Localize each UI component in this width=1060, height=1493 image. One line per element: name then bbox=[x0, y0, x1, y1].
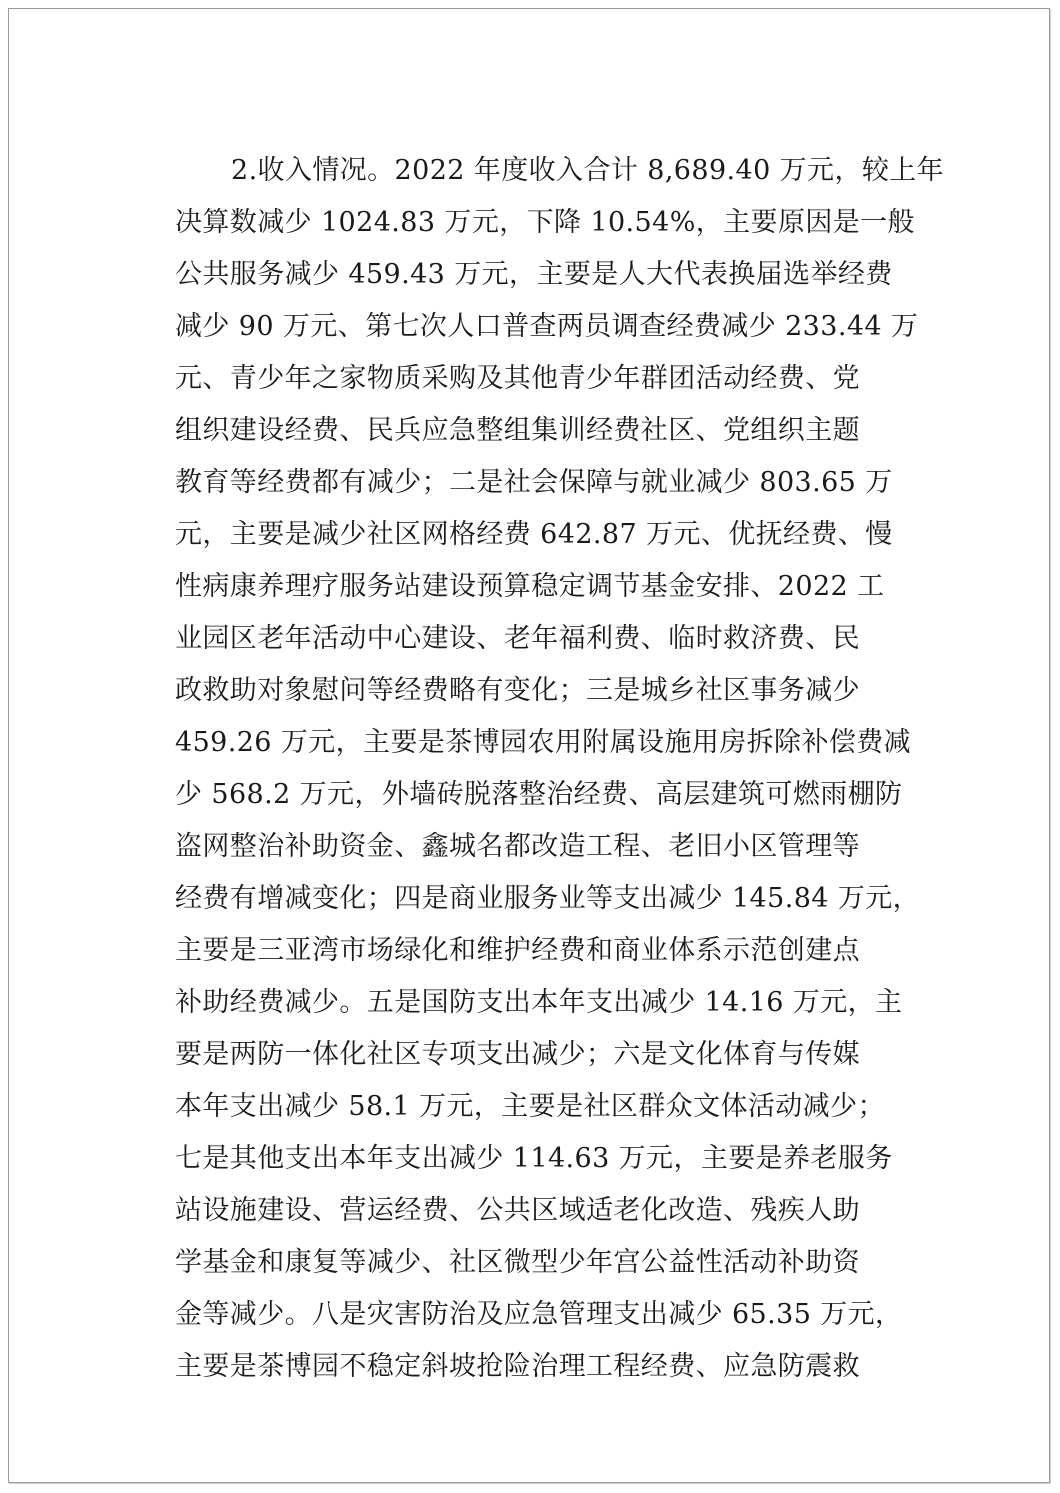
text-line: 站设施建设、营运经费、公共区域适老化改造、残疾人助 bbox=[175, 1195, 860, 1226]
document-page bbox=[8, 8, 1050, 1483]
text-line: 组织建设经费、民兵应急整组集训经费社区、党组织主题 bbox=[175, 415, 860, 446]
text-line: 要是两防一体化社区专项支出减少；六是文化体育与传媒 bbox=[175, 1039, 860, 1070]
text-line: 公共服务减少 459.43 万元，主要是人大代表换届选举经费 bbox=[175, 259, 893, 290]
text-line: 减少 90 万元、第七次人口普查两员调查经费减少 233.44 万 bbox=[175, 311, 919, 342]
text-line: 性病康养理疗服务站建设预算稳定调节基金安排、2022 工 bbox=[175, 571, 885, 602]
text-line: 元、青少年之家物质采购及其他青少年群团活动经费、党 bbox=[175, 363, 860, 394]
text-line: 学基金和康复等减少、社区微型少年宫公益性活动补助资 bbox=[175, 1247, 860, 1278]
text-line: 盗网整治补助资金、鑫城名都改造工程、老旧小区管理等 bbox=[175, 831, 860, 862]
text-line: 业园区老年活动中心建设、老年福利费、临时救济费、民 bbox=[175, 623, 860, 654]
text-line: 少 568.2 万元，外墙砖脱落整治经费、高层建筑可燃雨棚防 bbox=[175, 779, 903, 810]
text-line: 元，主要是减少社区网格经费 642.87 万元、优抚经费、慢 bbox=[175, 519, 893, 550]
text-line: 金等减少。八是灾害防治及应急管理支出减少 65.35 万元， bbox=[175, 1299, 903, 1330]
text-line: 主要是三亚湾市场绿化和维护经费和商业体系示范创建点 bbox=[175, 935, 860, 966]
text-line: 2.收入情况。2022 年度收入合计 8,689.40 万元，较上年 bbox=[231, 155, 945, 186]
text-line: 决算数减少 1024.83 万元，下降 10.54%，主要原因是一般 bbox=[175, 207, 915, 238]
text-line: 经费有增减变化；四是商业服务业等支出减少 145.84 万元， bbox=[175, 883, 921, 914]
text-line: 主要是茶博园不稳定斜坡抢险治理工程经费、应急防震救 bbox=[175, 1351, 860, 1382]
text-line: 政救助对象慰问等经费略有变化；三是城乡社区事务减少 bbox=[175, 675, 860, 706]
text-line: 本年支出减少 58.1 万元，主要是社区群众文体活动减少； bbox=[175, 1091, 885, 1122]
text-line: 教育等经费都有减少；二是社会保障与就业减少 803.65 万 bbox=[175, 467, 893, 498]
text-line: 七是其他支出本年支出减少 114.63 万元，主要是养老服务 bbox=[175, 1143, 893, 1174]
text-line: 459.26 万元，主要是茶博园农用附属设施用房拆除补偿费减 bbox=[175, 727, 912, 758]
text-line: 补助经费减少。五是国防支出本年支出减少 14.16 万元，主 bbox=[175, 987, 903, 1018]
